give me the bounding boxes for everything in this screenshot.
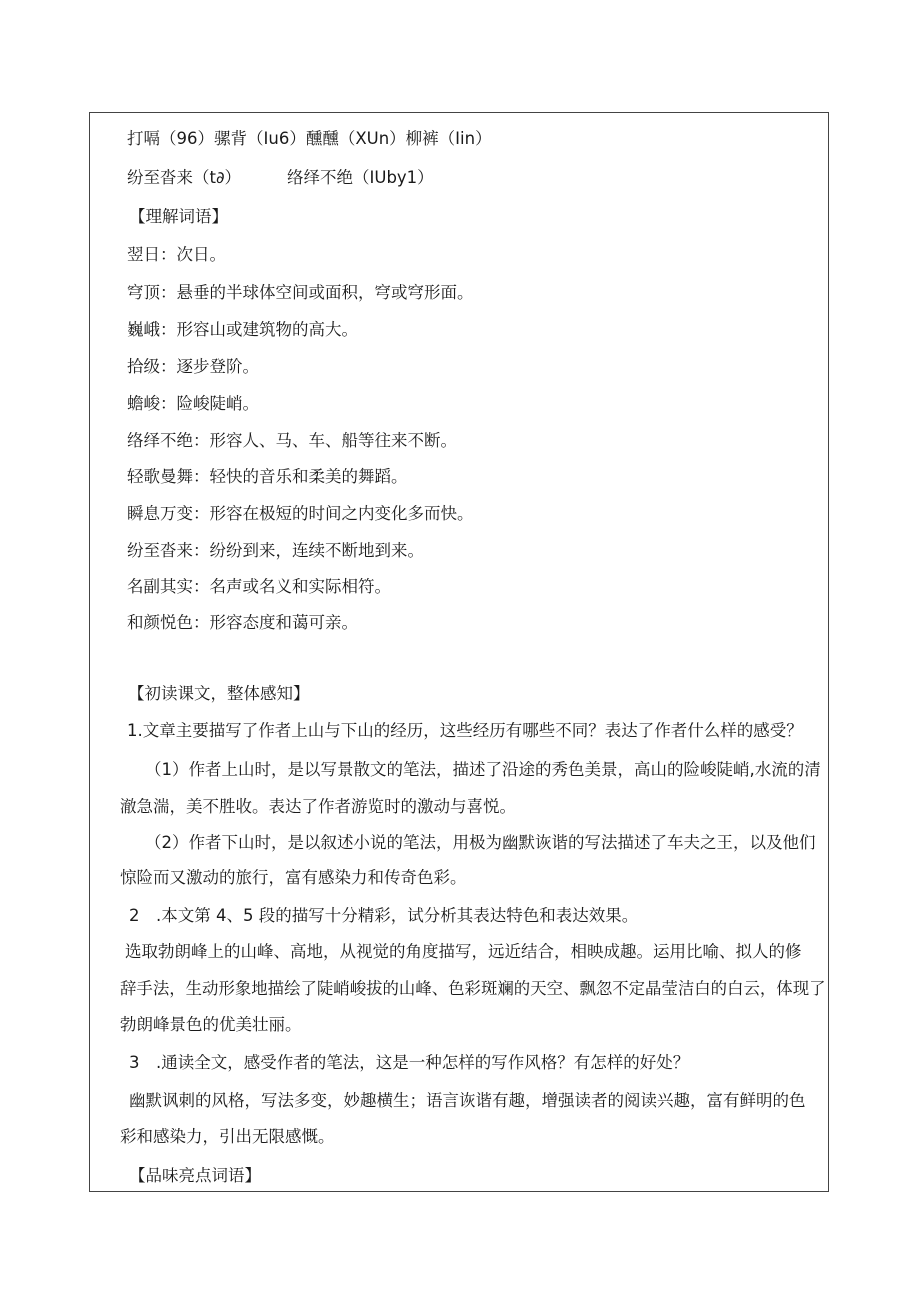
vocab-item: 瞬息万变：形容在极短的时间之内变化多而快。 bbox=[127, 504, 474, 523]
vocab-item: 穹顶：悬垂的半球体空间或面积，穹或穹形面。 bbox=[127, 283, 474, 302]
answer-1-1-line-2: 澈急湍，美不胜收。表达了作者游览时的激动与喜悦。 bbox=[120, 797, 516, 816]
answer-3-line-2: 彩和感染力，引出无限感慨。 bbox=[120, 1127, 335, 1146]
highlight-heading: 【品味亮点词语】 bbox=[129, 1166, 261, 1185]
answer-1-1-line-1: （1）作者上山时，是以写景散文的笔法，描述了沿途的秀色美景，高山的险峻陡峭,水流的清 bbox=[145, 760, 821, 779]
vocab-item: 巍峨：形容山或建筑物的高大。 bbox=[127, 320, 358, 339]
answer-2-line-1: 选取勃朗峰上的山峰、高地，从视觉的角度描写，远近结合，相映成趣。运用比喻、拟人的修 bbox=[125, 942, 802, 961]
vocab-item: 纷至沓来：纷纷到来，连续不断地到来。 bbox=[127, 541, 424, 560]
question-2: 2 .本文第 4、5 段的描写十分精彩，试分析其表达特色和表达效果。 bbox=[129, 906, 639, 925]
vocab-heading: 【理解词语】 bbox=[129, 207, 228, 226]
pronunciation-line-2b: 络绎不绝（IUby1） bbox=[287, 168, 434, 187]
vocab-item: 和颜悦色：形容态度和蔼可亲。 bbox=[127, 613, 358, 632]
answer-2-line-3: 勃朗峰景色的优美壮丽。 bbox=[120, 1015, 302, 1034]
vocab-item: 蟾峻：险峻陡峭。 bbox=[127, 394, 259, 413]
reading-heading: 【初读课文，整体感知】 bbox=[128, 684, 310, 703]
question-3: 3 .通读全文，感受作者的笔法，这是一种怎样的写作风格？有怎样的好处？ bbox=[129, 1053, 690, 1072]
answer-3-line-1: 幽默讽刺的风格，写法多变，妙趣横生；语言诙谐有趣，增强读者的阅读兴趣，富有鲜明的色 bbox=[129, 1091, 806, 1110]
vocab-item: 翌日：次日。 bbox=[127, 245, 226, 264]
answer-2-line-2: 辞手法，生动形象地描绘了陡峭峻拔的山峰、色彩斑斓的天空、飘忽不定晶莹洁白的白云，体现了 bbox=[120, 979, 826, 998]
answer-1-2-line-2: 惊险而又激动的旅行，富有感染力和传奇色彩。 bbox=[120, 868, 467, 887]
pronunciation-line-1: 打嗝（96）骡背（Iu6）醺醺（XUn）柳裤（Iin） bbox=[127, 129, 492, 148]
vocab-item: 拾级：逐步登阶。 bbox=[127, 357, 259, 376]
vocab-item: 轻歌曼舞：轻快的音乐和柔美的舞蹈。 bbox=[127, 467, 408, 486]
pronunciation-line-2a: 纷至沓来（t∂） bbox=[127, 168, 242, 187]
vocab-item: 络绎不绝：形容人、马、车、船等往来不断。 bbox=[127, 431, 457, 450]
answer-1-2-line-1: （2）作者下山时，是以叙述小说的笔法，用极为幽默诙谐的写法描述了车夫之王，以及他们 bbox=[145, 833, 816, 852]
vocab-item: 名副其实：名声或名义和实际相符。 bbox=[127, 577, 391, 596]
question-1: 1.文章主要描写了作者上山与下山的经历，这些经历有哪些不同？表达了作者什么样的感受？ bbox=[127, 721, 803, 740]
